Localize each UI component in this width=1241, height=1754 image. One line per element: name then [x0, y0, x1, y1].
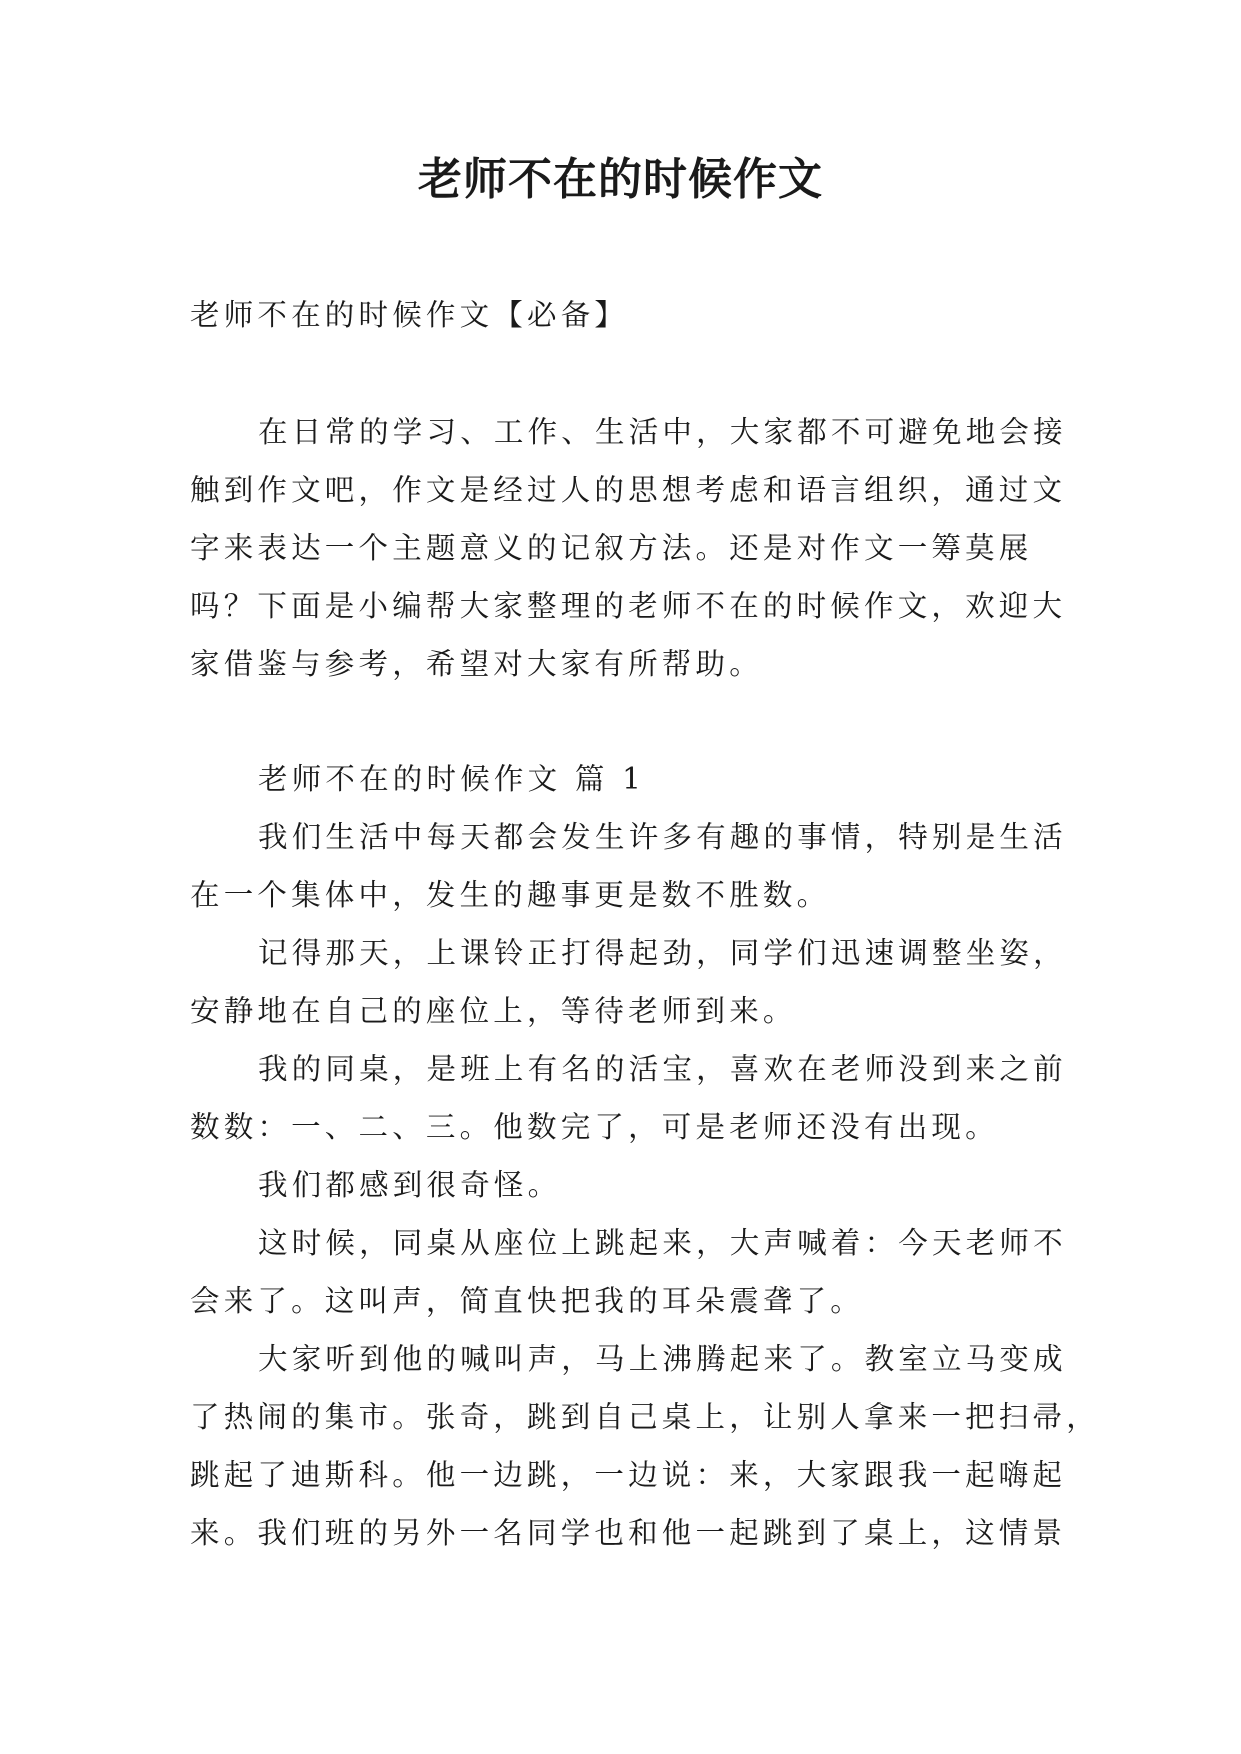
paragraph-line: 我们生活中每天都会发生许多有趣的事情，特别是生活	[258, 820, 1067, 854]
paragraph-line: 我们都感到很奇怪。	[258, 1168, 562, 1202]
intro-line: 触到作文吧，作文是经过人的思想考虑和语言组织，通过文	[190, 473, 1067, 507]
paragraph-line: 安静地在自己的座位上，等待老师到来。	[190, 994, 797, 1028]
intro-line: 在日常的学习、工作、生活中，大家都不可避免地会接	[258, 415, 1067, 449]
intro-paragraph	[190, 403, 1067, 693]
intro-line: 吗？下面是小编帮大家整理的老师不在的时候作文，欢迎大	[190, 589, 1067, 623]
document-subtitle: 老师不在的时候作文【必备】	[190, 298, 629, 332]
document-title: 老师不在的时候作文	[418, 154, 823, 205]
paragraph-line: 在一个集体中，发生的趣事更是数不胜数。	[190, 878, 831, 912]
paragraph-line: 记得那天，上课铃正打得起劲，同学们迅速调整坐姿，	[258, 936, 1067, 970]
section-heading: 老师不在的时候作文 篇 1	[258, 762, 646, 796]
paragraph-line: 会来了。这叫声，简直快把我的耳朵震聋了。	[190, 1284, 865, 1318]
paragraph-line: 了热闹的集市。张奇，跳到自己桌上，让别人拿来一把扫帚，	[190, 1400, 1100, 1434]
intro-line: 家借鉴与参考，希望对大家有所帮助。	[190, 647, 763, 681]
intro-line: 字来表达一个主题意义的记叙方法。还是对作文一筹莫展	[190, 531, 1033, 565]
paragraph-line: 跳起了迪斯科。他一边跳，一边说：来，大家跟我一起嗨起	[190, 1458, 1067, 1492]
paragraph-line: 数数：一、二、三。他数完了，可是老师还没有出现。	[190, 1110, 999, 1144]
paragraph-line: 这时候，同桌从座位上跳起来，大声喊着：今天老师不	[258, 1226, 1067, 1260]
paragraph-line: 来。我们班的另外一名同学也和他一起跳到了桌上，这情景	[190, 1516, 1067, 1550]
article-body	[190, 750, 1100, 1562]
paragraph-line: 大家听到他的喊叫声，马上沸腾起来了。教室立马变成	[258, 1342, 1067, 1376]
paragraph-line: 我的同桌，是班上有名的活宝，喜欢在老师没到来之前	[258, 1052, 1067, 1086]
